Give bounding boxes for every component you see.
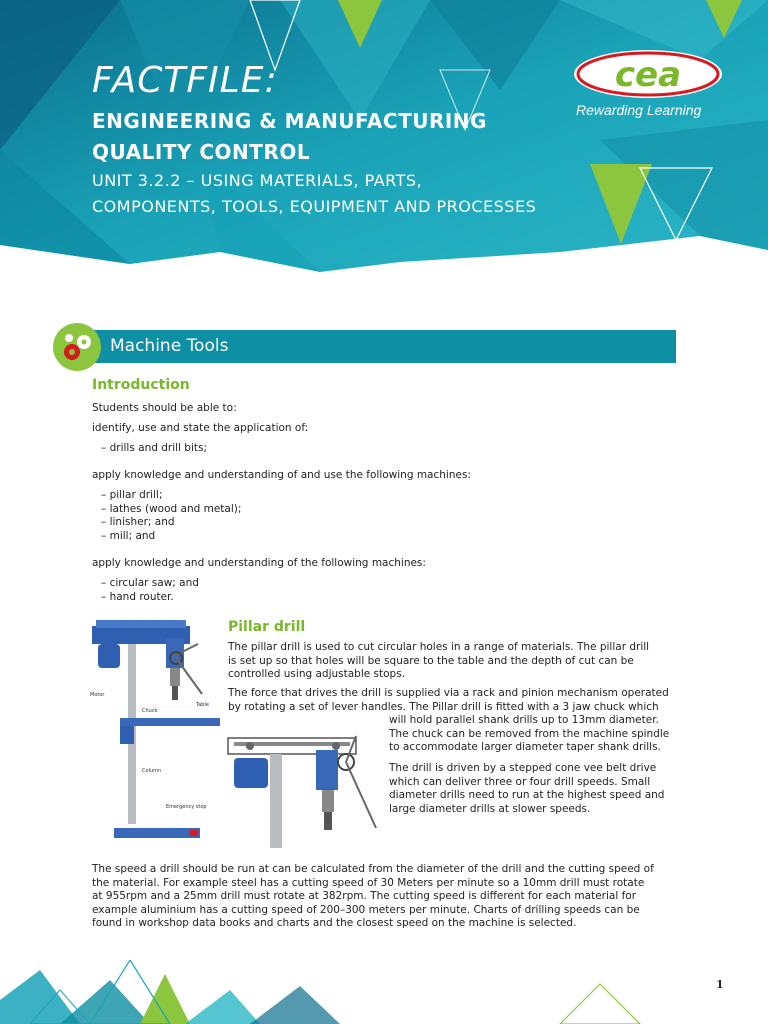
text-line: The drill is driven by a stepped cone vee belt drive <box>389 762 657 774</box>
intro-line-4: apply knowledge and understanding of the following machines: <box>92 557 426 569</box>
text-line: The pillar drill is used to cut circular holes in a range of materials. The pillar drill <box>228 641 650 653</box>
page-number: 1 <box>716 978 724 991</box>
text-line: controlled using adjustable stops. <box>228 668 406 680</box>
gears-icon <box>52 322 102 372</box>
intro-list-1 <box>101 442 207 456</box>
label-motor: Motor <box>90 692 105 698</box>
text-line: found in workshop data books and charts and the closest speed on the machine is selected. <box>92 917 577 929</box>
speed-paragraph <box>92 863 654 931</box>
intro-line-2: identify, use and state the application of: <box>92 422 309 434</box>
list-item: – lathes (wood and metal); <box>101 503 241 517</box>
intro-heading: Introduction <box>92 377 190 393</box>
label-stop: Emergency stop <box>166 804 207 810</box>
list-item: – mill; and <box>101 530 241 544</box>
pillar-para-1 <box>228 641 649 682</box>
intro-list-3 <box>101 577 199 604</box>
text-line: which can deliver three or four drill speeds. Small <box>389 775 651 788</box>
text-line: example aluminium has a cutting speed of 200–300 meters per minute. Charts of drilling speeds can be <box>92 903 640 916</box>
drill-head-image <box>226 730 386 848</box>
unit-line-2: COMPONENTS, TOOLS, EQUIPMENT AND PROCESSES <box>92 197 537 216</box>
label-column: Column <box>142 768 162 774</box>
unit-title <box>92 168 536 220</box>
text-line: by rotating a set of lever handles. The Pillar drill is fitted with a 3 jaw chuck which <box>228 700 659 713</box>
list-item: – drills and drill bits; <box>101 442 207 456</box>
intro-line-3: apply knowledge and understanding of and use the following machines: <box>92 469 471 481</box>
factfile-title: FACTFILE: <box>92 60 278 101</box>
text-line: The speed a drill should be run at can be calculated from the diameter of the drill and the cutting speed of <box>92 863 654 875</box>
pillar-heading: Pillar drill <box>228 619 306 635</box>
unit-line-1: UNIT 3.2.2 – USING MATERIALS, PARTS, <box>92 171 423 190</box>
text-line: will hold parallel shank drills up to 13mm diameter. <box>389 714 659 726</box>
subject-line-2: QUALITY CONTROL <box>92 140 311 164</box>
text-line: The chuck can be removed from the machine spindle <box>389 727 670 740</box>
intro-line-1: Students should be able to: <box>92 402 237 414</box>
text-line: the material. For example steel has a cutting speed of 30 Meters per minute so a 10mm drill must rotate <box>92 876 645 889</box>
text-line: diameter drills need to run at the highest speed and <box>389 789 665 801</box>
footer-graphic <box>0 960 768 1024</box>
list-item: – hand router. <box>101 591 199 605</box>
text-line: large diameter drills at slower speeds. <box>389 802 591 815</box>
subject-title <box>92 106 487 168</box>
text-line: The force that drives the drill is supplied via a rack and pinion mechanism operated <box>228 687 669 699</box>
list-item: – linisher; and <box>101 516 241 530</box>
text-line: at 955rpm and a 25mm drill must rotate at 382rpm. The cutting speed is different for each material for <box>92 890 637 902</box>
text-line: is set up so that holes will be square to the table and the depth of cut can be <box>228 654 634 667</box>
label-table: Table <box>196 702 209 708</box>
list-item: – circular saw; and <box>101 577 199 591</box>
pillar-drill-image <box>90 620 220 845</box>
pillar-para-3 <box>389 762 664 816</box>
label-chuck: Chuck <box>142 708 158 714</box>
text-line: to accommodate larger diameter taper shank drills. <box>389 741 661 753</box>
pillar-para-2b <box>389 714 669 755</box>
section-title: Machine Tools <box>110 336 229 356</box>
pillar-para-2a <box>228 687 669 714</box>
logo-tagline: Rewarding Learning <box>576 102 702 118</box>
logo-text: cea <box>614 55 682 95</box>
subject-line-1: ENGINEERING & MANUFACTURING <box>92 109 487 133</box>
intro-list-2 <box>101 489 241 543</box>
list-item: – pillar drill; <box>101 489 241 503</box>
